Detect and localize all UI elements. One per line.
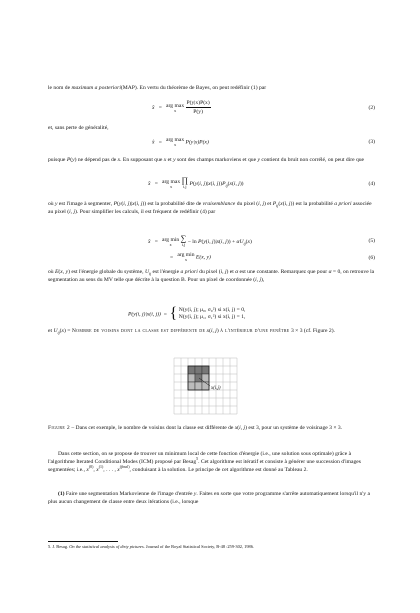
neighbor-cell <box>202 382 209 390</box>
neighbor-cell <box>195 382 202 390</box>
equation-number-2: (2) <box>368 105 375 111</box>
exercise-item-1: (1) Faire une segmentation Markovienne de l'image d'entrée y. Faites en sorte que votre programme s'arrête automatiquement lorsqu'il n'y a plus aucun changement de classe entre deux itérations (i.e., lorsque <box>48 491 370 505</box>
figure-caption: Figure 2 – Dans cet exemple, le nombre de voisins dont la classe est différente de x(i, j) est 3, pour un système de voisinage 3 × 3. <box>48 425 343 431</box>
neighbor-cell <box>188 374 195 382</box>
paragraph-generality: et, sans perte de généralité, <box>48 125 109 131</box>
paragraph-icm: Dans cette section, on se propose de trouver un minimum local de cette fonction d'énergie (i.e., une solution sous optimale) grâce à l'algorithme Iterated Conditional Modes (ICM) proposé par Besag$^5$. Cet algorithme est itératif et consiste à générer une succession d'images segmentées; i.e., $x^{(0)}$, $x^{(1)}$, . . . , $x^{(final)}$, conduisant à la solution. Le principe de cet algorithme est donné au Tableau 2. <box>48 451 361 473</box>
paragraph-uij: et $U_{ij}(x)$ = Nombre de voisins dont la classe est différente de x(i, j) à l'intérieur d'une fenêtre 3 × 3 (cf. Figure 2). <box>48 328 335 336</box>
neighbor-cell <box>202 366 209 374</box>
equation-number-3: (3) <box>368 139 375 145</box>
neighbor-cell <box>188 366 195 374</box>
equation-4: x̂ = arg max x ∏ i,j P(y(i, j)|x(i, $j))P_{ij}(x(i$, j)) <box>148 176 244 189</box>
intro-paragraph: le nom de maximum a posteriori(MAP). En vertu du théorème de Bayes, on peut redéfinir (1) par <box>48 85 267 91</box>
neighbor-cell <box>195 366 202 374</box>
paragraph-markov: puisque P(y) ne dépend pas de x. En supposant que x et y sont des champs markoviens et que y contient du bruit non corrélé, on peut dire que <box>48 157 365 163</box>
neighbor-cell <box>188 382 195 390</box>
paragraph-energy: où E(x, y) est l'énergie globale du système, $U_{ij}$ est l'énergie a priori du pixel (i, j) et α est une constante. Remarquez que pour α = 0, on retrouve la segmentation au sens du MV telle que décrite à la question B. Pour un pixel de coordonnée (i, j), <box>48 269 375 283</box>
case-class-0: N(y(i, j); μ₀, σ₀²) si x(i, j) = 0, <box>178 307 246 313</box>
neighborhood-figure <box>172 356 242 416</box>
equation-2: x̂ = arg max x $\frac{P(y|x)P(x)}{P(y)}$ <box>152 100 210 115</box>
center-cell-label: x(i,j) <box>211 386 221 391</box>
case-class-1: N(y(i, j); μ₁, σ₁²) si x(i, j) = 1, <box>178 314 246 320</box>
footnote-rule <box>48 541 118 542</box>
equation-number-6: (6) <box>368 255 375 261</box>
equation-5: x̂ = arg min x ∑ i,j − ln P(y(i, j)|x(i, $j)) + \alpha U_{ij}(x)$ <box>148 234 252 247</box>
center-cell <box>195 374 202 382</box>
footnote-5: 5. J. Besag. On the statistical analysis of dirty pictures. Journal of the Royal Statistical Society, B-48 :259-302, 1986. <box>48 544 255 549</box>
equation-number-5: (5) <box>368 238 375 244</box>
equation-6: = arg min x E(x, y) <box>170 252 211 262</box>
equation-number-4: (4) <box>368 181 375 187</box>
paragraph-likelihood: où y est l'image à segmenter, P(y(i, j)|x(i, j)) est la probabilité dite de vraisemblance du pixel (i, j) et $P_{ij}(x(i$, j)) est la probabilité a priori associée au pixel (i, j). Pour simplifier les calculs, il est fréquent de redéfinir (4) par <box>48 201 372 215</box>
equation-likelihood-cases: P(y(i, j)|x(i, j)) = { N(y(i, j); μ₀, σ₀²) si x(i, j) = 0, N(y(i, j); μ₁, σ₁²) si x(i, j) = 1, <box>128 305 246 322</box>
equation-3: x̂ = arg max x P(y|x)P(x) <box>152 137 209 147</box>
